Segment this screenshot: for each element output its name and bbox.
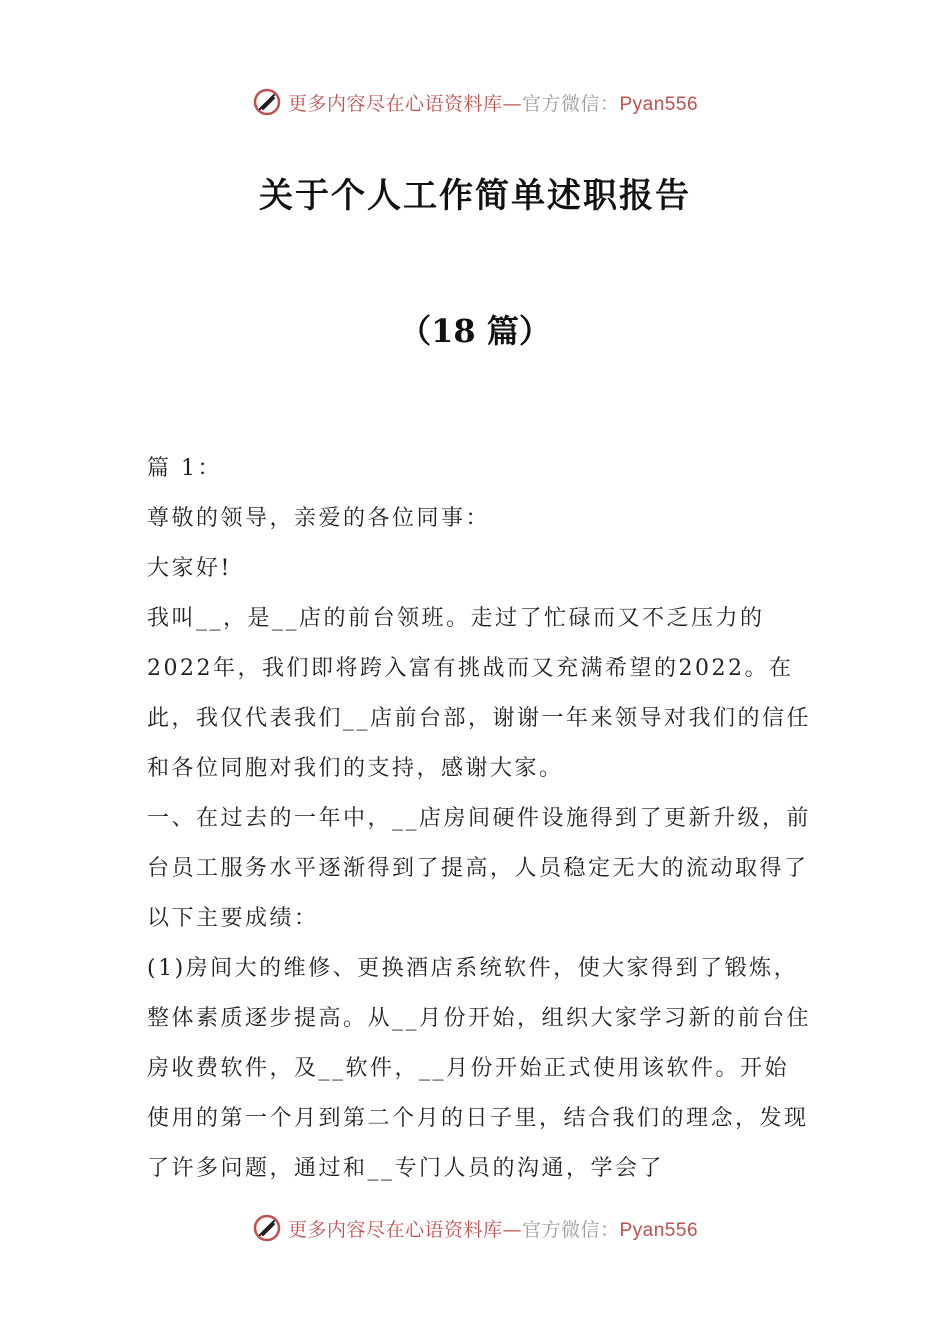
document-body (147, 444, 812, 1194)
banner-dash: — (502, 92, 522, 115)
document-subtitle: （18 篇） (399, 312, 551, 350)
header-banner (0, 82, 950, 122)
banner-brand: 更多内容尽在心语资料库 (287, 1218, 503, 1241)
banner-text (288, 89, 698, 116)
paragraph: 大家好! (147, 556, 232, 581)
document-title: 关于个人工作简单述职报告 (259, 176, 691, 216)
banner-brand: 更多内容尽在心语资料库 (287, 92, 503, 115)
footer-banner (0, 1208, 950, 1248)
banner-wechat-id: Pyan556 (619, 93, 699, 115)
banner-wechat-label: 官方微信： (521, 1218, 620, 1241)
banner-text (288, 1215, 698, 1242)
paragraph: 我叫__，是__店的前台领班。走过了忙碌而又不乏压力的2022年，我们即将跨入富有挑战而又充满希望的2022。在此，我仅代表我们__店前台部，谢谢一年来领导对我们的信任和各位同胞对我们的支持，感谢大家。 (147, 606, 812, 781)
banner-wechat-id: Pyan556 (619, 1219, 699, 1241)
quill-logo-icon (252, 1213, 282, 1243)
banner-wechat-label: 官方微信： (521, 92, 620, 115)
banner-dash: — (502, 1218, 522, 1241)
paragraph: 尊敬的领导，亲爱的各位同事： (147, 506, 491, 531)
paragraph: (1)房间大的维修、更换酒店系统软件，使大家得到了锻炼，整体素质逐步提高。从__月份开始，组织大家学习新的前台住房收费软件，及__软件，__月份开始正式使用该软件。开始使用的第一个月到第二个月的日子里，结合我们的理念，发现了许多问题，通过和__专门人员的沟通，学会了 (147, 956, 812, 1181)
paragraph: 篇 1： (147, 456, 222, 481)
paragraph: 一、在过去的一年中，__店房间硬件设施得到了更新升级，前台员工服务水平逐渐得到了提高，人员稳定无大的流动取得了以下主要成绩： (147, 806, 812, 931)
quill-logo-icon (252, 87, 282, 117)
